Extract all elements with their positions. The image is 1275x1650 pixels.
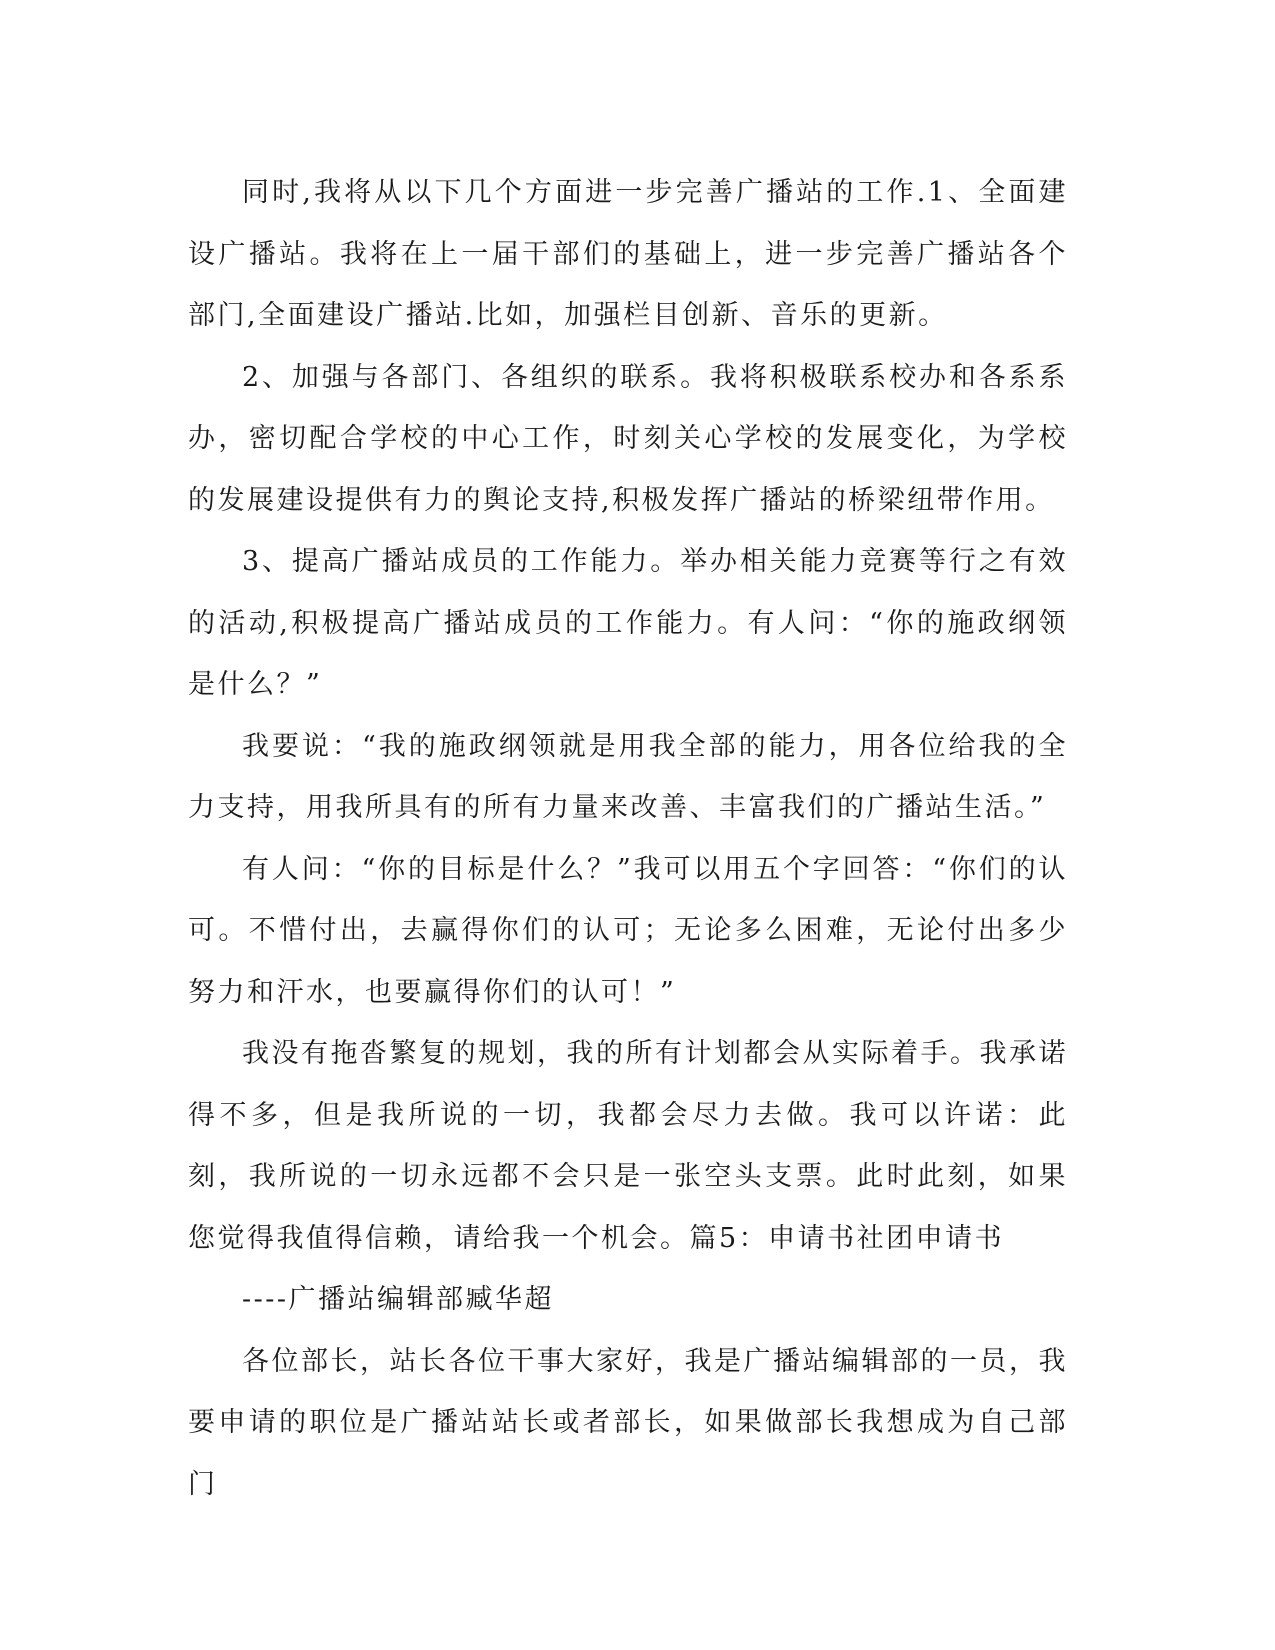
- paragraph-3: 3、提高广播站成员的工作能力。举办相关能力竞赛等行之有效的活动,积极提高广播站成员的工作能力。有人问：“你的施政纲领是什么？”: [188, 546, 1068, 700]
- paragraph-1: 同时,我将从以下几个方面进一步完善广播站的工作.1、全面建设广播站。我将在上一届干部们的基础上，进一步完善广播站各个部门,全面建设广播站.比如，加强栏目创新、音乐的更新。: [188, 177, 1068, 331]
- paragraph-7: 各位部长，站长各位干事大家好，我是广播站编辑部的一员，我要申请的职位是广播站站长或者部长，如果做部长我想成为自己部门: [188, 1345, 1068, 1500]
- signature-line: ----广播站编辑部臧华超: [242, 1284, 554, 1315]
- paragraph-2: 2、加强与各部门、各组织的联系。我将积极联系校办和各系系办，密切配合学校的中心工作，时刻关心学校的发展变化，为学校的发展建设提供有力的舆论支持,积极发挥广播站的桥梁纽带作用。: [188, 361, 1068, 516]
- paragraph-5: 有人问：“你的目标是什么？”我可以用五个字回答：“你们的认可。不惜付出，去赢得你们的认可；无论多么困难，无论付出多少努力和汗水，也要赢得你们的认可！”: [188, 853, 1068, 1008]
- document-body: [188, 162, 1068, 1515]
- paragraph-4: 我要说：“我的施政纲领就是用我全部的能力，用各位给我的全力支持，用我所具有的所有力量来改善、丰富我们的广播站生活。”: [188, 730, 1068, 823]
- paragraph-6: 我没有拖沓繁复的规划，我的所有计划都会从实际着手。我承诺得不多，但是我所说的一切，我都会尽力去做。我可以许诺：此刻，我所说的一切永远都不会只是一张空头支票。此时此刻，如果您觉得我值得信赖，请给我一个机会。篇5：申请书社团申请书: [188, 1038, 1068, 1254]
